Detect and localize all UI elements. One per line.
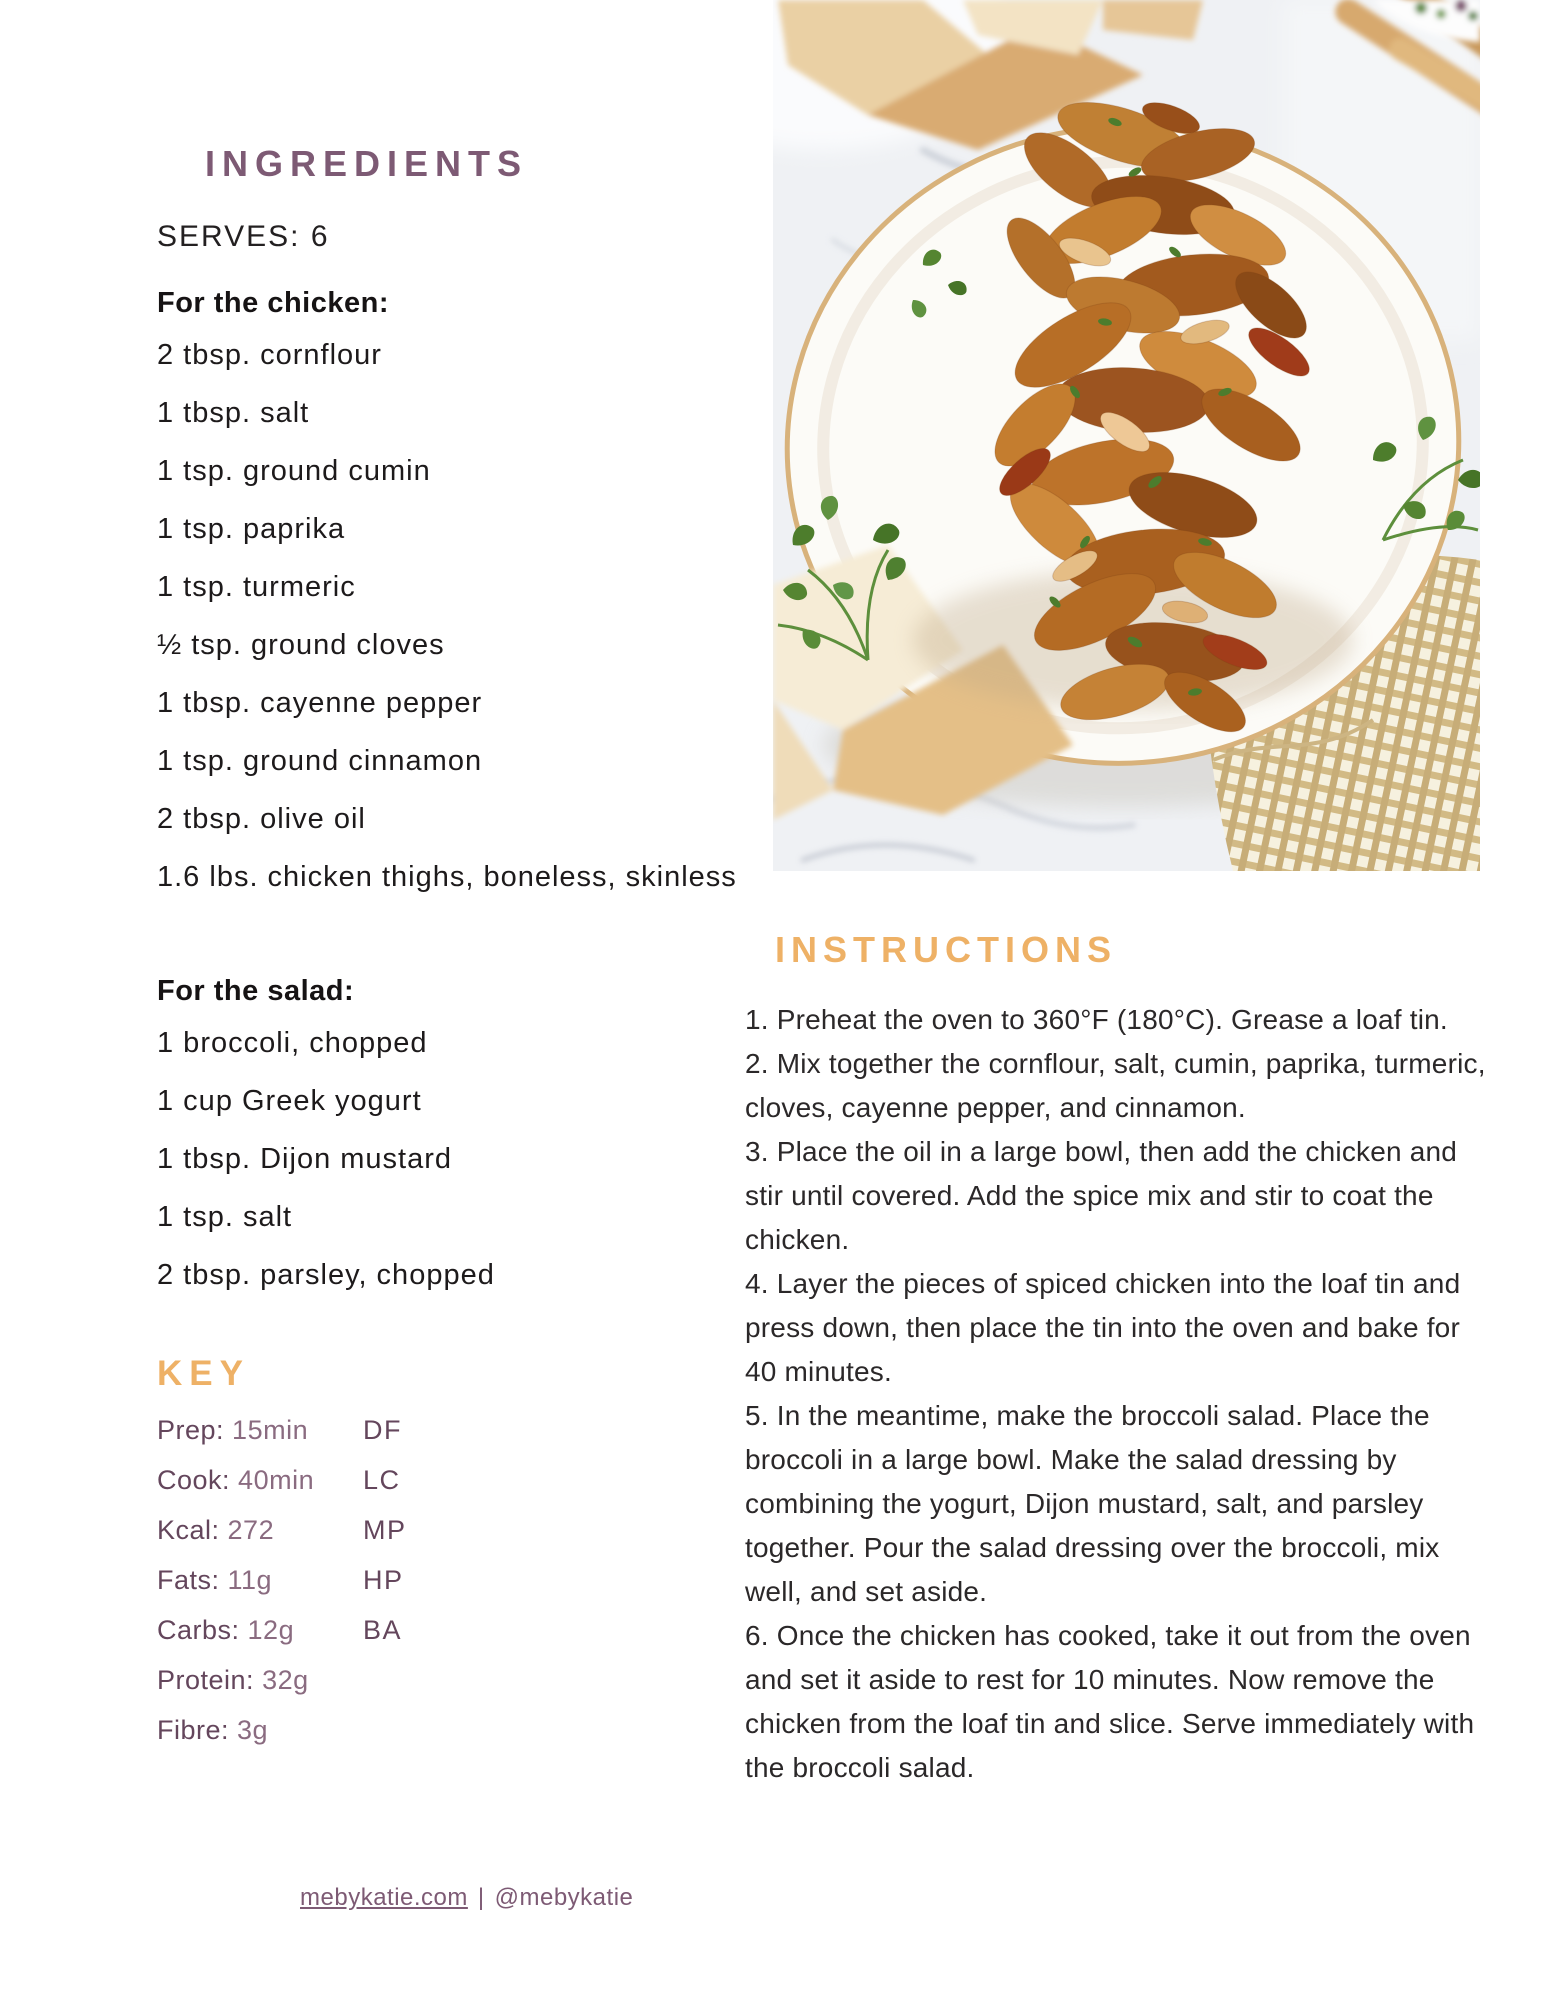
footer-separator: | (477, 1884, 485, 1911)
instruction-step: 2. Mix together the cornflour, salt, cumin, paprika, turmeric, cloves, cayenne pepper, and cinnamon. (745, 1048, 1486, 1123)
ingredients-heading: INGREDIENTS (205, 143, 529, 184)
key-row (157, 1563, 717, 1597)
instruction-step: 1. Preheat the oven to 360°F (180°C). Grease a loaf tin. (745, 1004, 1448, 1035)
key-stat-value: 12g (247, 1615, 295, 1645)
key-stat-label: Fibre: (157, 1715, 230, 1745)
key-stat-label: Cook: (157, 1465, 231, 1495)
ingredient-item: 1 tsp. paprika (157, 513, 346, 545)
ingredient-item: 1.6 lbs. chicken thighs, boneless, skinless (157, 861, 737, 893)
key-stat-label: Protein: (157, 1665, 255, 1695)
instruction-step: 3. Place the oil in a large bowl, then add the chicken and stir until covered. Add the spice mix and stir to coat the chicken. (745, 1136, 1458, 1255)
footer (300, 1884, 633, 1912)
instructions-section (745, 998, 1493, 1790)
key-stat-value: 40min (238, 1465, 315, 1495)
key-heading: KEY (157, 1354, 250, 1393)
key-stat (157, 1713, 363, 1747)
diet-tag: HP (363, 1565, 404, 1595)
ingredient-item: 1 tsp. salt (157, 1201, 293, 1233)
key-stat-value: 15min (232, 1415, 309, 1445)
key-stat (157, 1663, 363, 1697)
ingredient-item: 1 tsp. turmeric (157, 571, 356, 603)
key-row (157, 1513, 717, 1547)
chicken-subheader: For the chicken: (157, 287, 389, 319)
key-stat (157, 1413, 363, 1447)
diet-tag: MP (363, 1515, 407, 1545)
ingredient-item: ½ tsp. ground cloves (157, 629, 445, 661)
ingredient-item: 2 tbsp. parsley, chopped (157, 1259, 495, 1291)
ingredient-item: 2 tbsp. olive oil (157, 803, 366, 835)
key-stat (157, 1513, 363, 1547)
diet-tag: LC (363, 1465, 401, 1495)
instruction-step: 5. In the meantime, make the broccoli salad. Place the broccoli in a large bowl. Make the salad dressing by combining the yogurt, Dijon mustard, salt, and parsley together. Pour the salad dressing over the broccoli, mix well, and set aside. (745, 1400, 1440, 1607)
key-row (157, 1663, 717, 1697)
key-row (157, 1413, 717, 1447)
ingredient-item: 1 tsp. ground cinnamon (157, 745, 483, 777)
ingredient-item: 1 broccoli, chopped (157, 1027, 428, 1059)
key-row (157, 1713, 717, 1747)
key-stat-label: Kcal: (157, 1515, 220, 1545)
key-stat-value: 11g (227, 1565, 273, 1595)
ingredient-item: 1 tbsp. salt (157, 397, 310, 429)
recipe-photo-illustration (773, 0, 1480, 871)
website-link[interactable]: mebykatie.com (300, 1884, 468, 1911)
serves-label: SERVES: 6 (157, 220, 330, 253)
recipe-photo (773, 0, 1480, 871)
social-handle: @mebykatie (494, 1884, 634, 1911)
key-stat-value: 272 (227, 1515, 275, 1545)
ingredient-item: 1 tbsp. cayenne pepper (157, 687, 483, 719)
ingredient-item: 1 cup Greek yogurt (157, 1085, 422, 1117)
salad-subheader: For the salad: (157, 975, 355, 1007)
diet-tag: BA (363, 1615, 403, 1645)
key-row (157, 1463, 717, 1497)
key-stat (157, 1613, 363, 1647)
ingredient-item: 1 tsp. ground cumin (157, 455, 431, 487)
key-stat-label: Carbs: (157, 1615, 240, 1645)
instruction-step: 6. Once the chicken has cooked, take it out from the oven and set it aside to rest for 10 minutes. Now remove the chicken from the loaf tin and slice. Serve immediately with the broccoli salad. (745, 1620, 1475, 1783)
key-table (157, 1413, 717, 1747)
key-stat-value: 32g (262, 1665, 309, 1695)
instructions-heading: INSTRUCTIONS (775, 929, 1117, 970)
ingredient-item: 2 tbsp. cornflour (157, 339, 382, 371)
key-row (157, 1613, 717, 1647)
key-stat (157, 1463, 363, 1497)
instruction-step: 4. Layer the pieces of spiced chicken into the loaf tin and press down, then place the tin into the oven and bake for 40 minutes. (745, 1268, 1461, 1387)
diet-tag: DF (363, 1415, 402, 1445)
key-stat-value: 3g (237, 1715, 269, 1745)
ingredient-item: 1 tbsp. Dijon mustard (157, 1143, 453, 1175)
key-stat (157, 1563, 363, 1597)
ingredients-section (157, 142, 737, 1747)
key-stat-label: Fats: (157, 1565, 220, 1595)
key-stat-label: Prep: (157, 1415, 225, 1445)
